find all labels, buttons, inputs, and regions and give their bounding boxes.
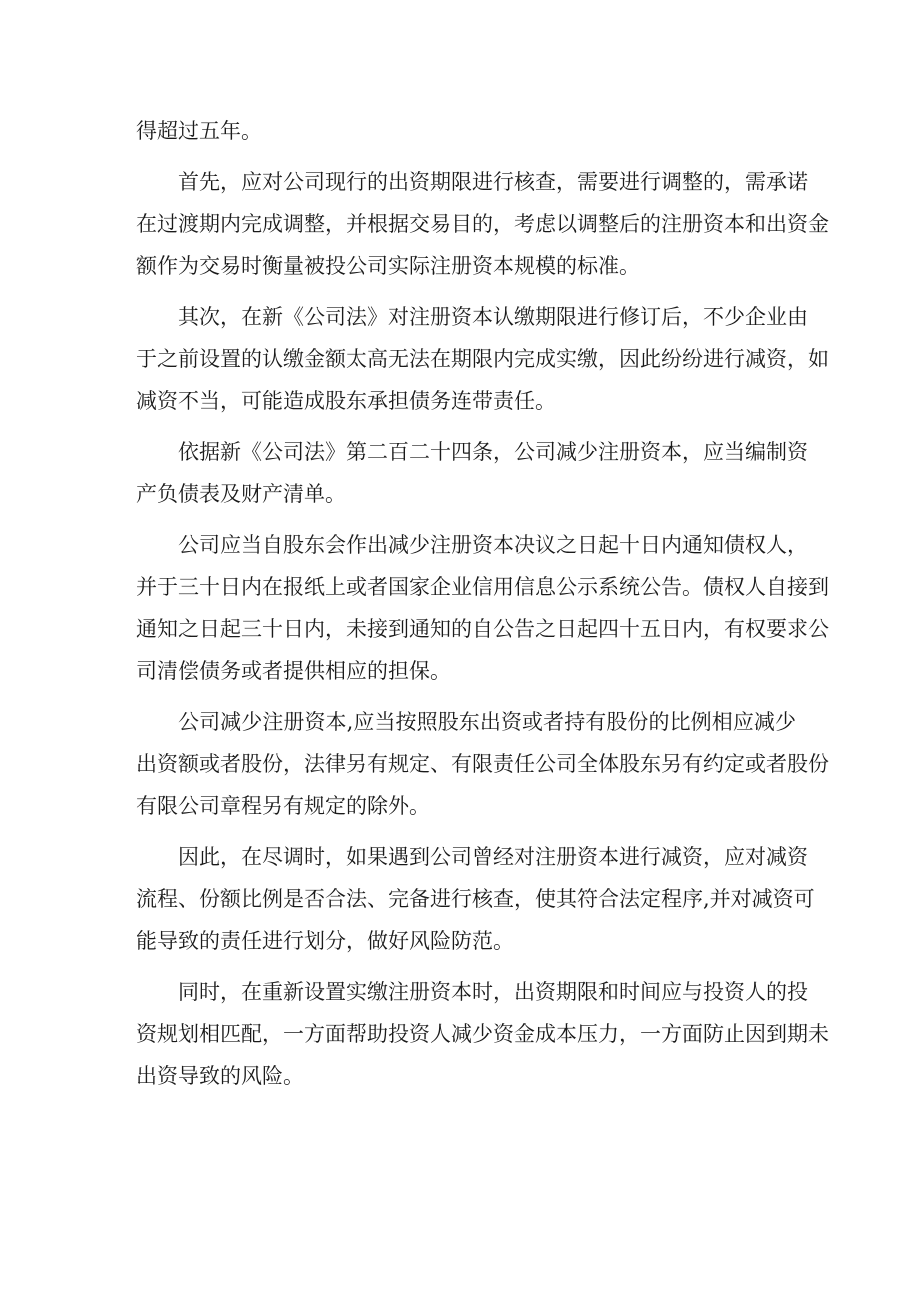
paragraph-line: 得超过五年。 [136, 119, 262, 143]
paragraph-line: 其次，在新《公司法》对注册资本认缴期限进行修订后，不少企业由 [178, 305, 808, 329]
paragraph-line: 首先，应对公司现行的出资期限进行核查，需要进行调整的，需承诺 [178, 170, 808, 194]
paragraph-line: 在过渡期内完成调整，并根据交易目的，考虑以调整后的注册资本和出资金 [136, 212, 829, 236]
paragraph-line: 出资导致的风险。 [136, 1064, 304, 1088]
paragraph-1 [136, 110, 796, 152]
paragraph-line: 公司减少注册资本,应当按照股东出资或者持有股份的比例相应减少 [178, 710, 796, 734]
paragraph-4 [136, 431, 808, 515]
paragraph-line: 额作为交易时衡量被投公司实际注册资本规模的标准。 [136, 254, 640, 278]
paragraph-line: 产负债表及财产清单。 [136, 482, 346, 506]
paragraph-line: 并于三十日内在报纸上或者国家企业信用信息公示系统公告。债权人自接到 [136, 575, 829, 599]
paragraph-line: 同时，在重新设置实缴注册资本时，出资期限和时间应与投资人的投 [178, 980, 808, 1004]
paragraph-line: 减资不当，可能造成股东承担债务连带责任。 [136, 389, 556, 413]
paragraph-line: 流程、份额比例是否合法、完备进行核查，使其符合法定程序,并对减资可 [136, 887, 815, 911]
paragraph-line: 通知之日起三十日内，未接到通知的自公告之日起四十五日内，有权要求公 [136, 617, 829, 641]
paragraph-line: 因此，在尽调时，如果遇到公司曾经对注册资本进行减资，应对减资 [178, 845, 808, 869]
paragraph-line: 公司应当自股东会作出减少注册资本决议之日起十日内通知债权人， [178, 533, 808, 557]
paragraph-6 [136, 701, 829, 827]
paragraph-5 [136, 524, 829, 692]
paragraph-line: 于之前设置的认缴金额太高无法在期限内完成实缴，因此纷纷进行减资，如 [136, 347, 829, 371]
paragraph-line: 依据新《公司法》第二百二十四条，公司减少注册资本，应当编制资 [178, 440, 808, 464]
paragraph-line: 出资额或者股份，法律另有规定、有限责任公司全体股东另有约定或者股份 [136, 752, 829, 776]
paragraph-line: 有限公司章程另有规定的除外。 [136, 794, 430, 818]
paragraph-line: 资规划相匹配，一方面帮助投资人减少资金成本压力，一方面防止因到期未 [136, 1022, 829, 1046]
document-body [136, 110, 829, 1097]
paragraph-line: 能导致的责任进行划分，做好风险防范。 [136, 929, 514, 953]
paragraph-line: 司清偿债务或者提供相应的担保。 [136, 659, 451, 683]
paragraph-7 [136, 836, 815, 962]
paragraph-8 [136, 971, 829, 1097]
paragraph-3 [136, 296, 829, 422]
paragraph-2 [136, 161, 829, 287]
